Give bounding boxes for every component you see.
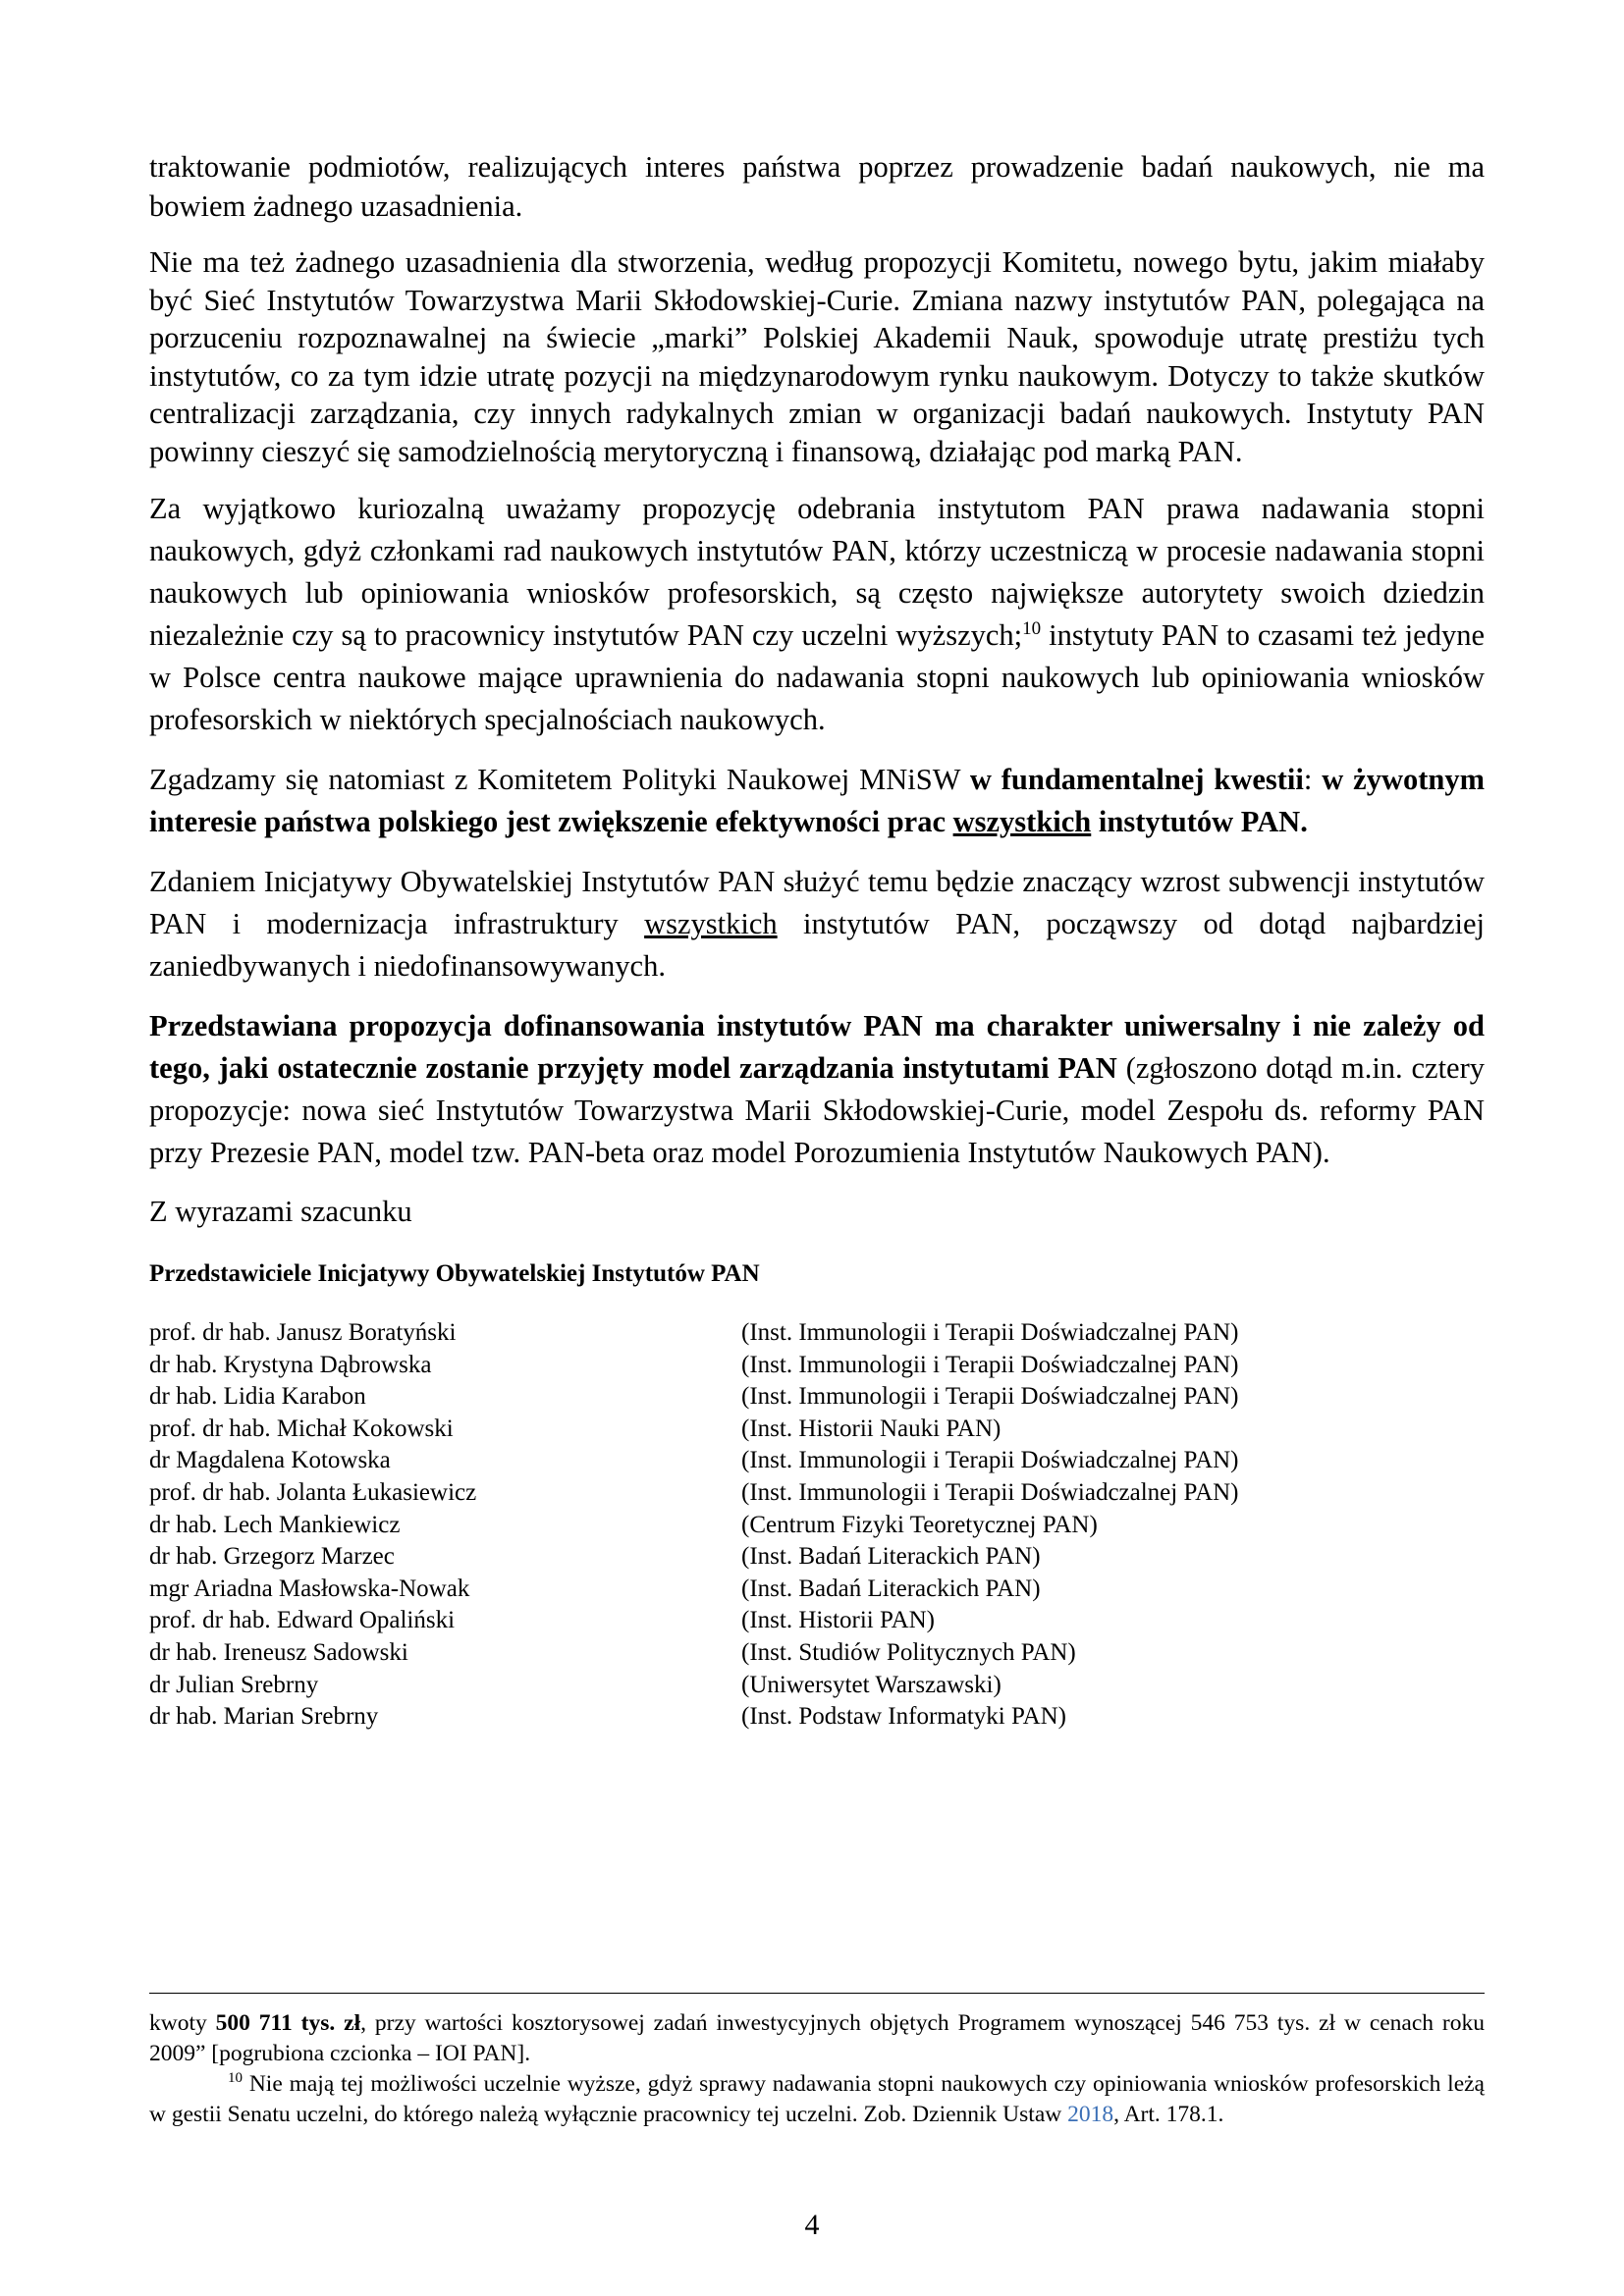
signatory-institute: (Inst. Badań Literackich PAN) bbox=[741, 1575, 1041, 1602]
signatory-row bbox=[149, 1350, 1485, 1382]
signatory-name: mgr Ariadna Masłowska-Nowak bbox=[149, 1575, 470, 1602]
letter-page bbox=[149, 147, 1485, 1734]
paragraph-3-text-a: Za wyjątkowo kuriozalną uważamy propozycję odebrania instytutom PAN prawa nadawania stopni naukowych, gdyż członkami rad naukowych instytutów PAN, którzy uczestniczą w procesie nadawania stopni naukowych lub opiniowania wniosków profesorskich, są często największe autorytety swoich dziedzin niezależnie czy są to pracownicy instytutów PAN czy uczelni wyższych; bbox=[149, 492, 1485, 652]
footnote-ref-10: 10 bbox=[1022, 617, 1042, 639]
signatory-name: dr Magdalena Kotowska bbox=[149, 1447, 391, 1474]
paragraph-1-text: traktowanie podmiotów, realizujących interes państwa poprzez prowadzenie badań naukowych, nie ma bowiem żadnego uzasadnienia. bbox=[149, 150, 1485, 223]
footnote-9-continuation bbox=[149, 2008, 1485, 2069]
signatory-name: dr Julian Srebrny bbox=[149, 1671, 319, 1698]
paragraph-4 bbox=[149, 759, 1485, 843]
paragraph-4-text-a: Zgadzamy się natomiast z Komitetem Polityki Naukowej MNiSW bbox=[149, 763, 970, 796]
signatory-row bbox=[149, 1701, 1485, 1734]
signatory-name: dr hab. Grzegorz Marzec bbox=[149, 1543, 395, 1571]
signatory-name: dr hab. Ireneusz Sadowski bbox=[149, 1638, 408, 1666]
signatory-institute: (Inst. Podstaw Informatyki PAN) bbox=[741, 1703, 1067, 1731]
paragraph-3-text-b: instytuty PAN to czasami też jedyne w Polsce centra naukowe mające uprawnienia do nadawania stopni naukowych lub opiniowania wniosków profesorskich w niektórych specjalnościach naukowych. bbox=[149, 618, 1485, 736]
paragraph-4-bold-a: w fundamentalnej kwestii bbox=[969, 763, 1304, 796]
signatory-name: prof. dr hab. Edward Opaliński bbox=[149, 1607, 456, 1634]
paragraph-4-bold-underlined: wszystkich bbox=[952, 805, 1092, 838]
paragraph-5 bbox=[149, 861, 1485, 988]
closing-salutation: Z wyrazami szacunku bbox=[149, 1195, 412, 1228]
signatory-row bbox=[149, 1541, 1485, 1574]
signatory-row bbox=[149, 1510, 1485, 1542]
paragraph-4-bold-c: instytutów PAN. bbox=[1091, 805, 1308, 838]
paragraph-5-text-b: instytutów PAN, począwszy od dotąd najbardziej zaniedbywanych i niedofinansowywanych. bbox=[149, 907, 1485, 983]
signatory-institute: (Inst. Immunologii i Terapii Doświadczalnej PAN) bbox=[741, 1478, 1239, 1506]
signatory-name: dr hab. Krystyna Dąbrowska bbox=[149, 1351, 432, 1378]
footnote-10-text-a: Nie mają tej możliwości uczelnie wyższe, gdyż sprawy nadawania stopni naukowych czy opiniowania wniosków profesorskich leżą w gestii Senatu uczelni, do którego należą wyłącznie pracownicy tej uczelni. Zob. Dziennik Ustaw bbox=[149, 2071, 1485, 2127]
signatory-name: prof. dr hab. Michał Kokowski bbox=[149, 1415, 454, 1442]
signatory-institute: (Inst. Immunologii i Terapii Doświadczalnej PAN) bbox=[741, 1447, 1239, 1474]
signatory-institute: (Inst. Badań Literackich PAN) bbox=[741, 1543, 1041, 1571]
signatory-institute: (Inst. Historii PAN) bbox=[741, 1607, 936, 1634]
paragraph-2-text: Nie ma też żadnego uzasadnienia dla stworzenia, według propozycji Komitetu, nowego bytu, jakim miałaby być Sieć Instytutów Towarzystwa Marii Skłodowskiej-Curie. Zmiana nazwy instytutów PAN, polegająca na porzuceniu rozpoznawalnej na świecie „marki” Polskiej Akademii Nauk, spowoduje utratę prestiżu tych instytutów, co za tym idzie utratę pozycji na międzynarodowym rynku naukowym. Dotyczy to także skutków centralizacji zarządzania, czy innych radykalnych zmian w organizacji badań naukowych. Instytuty PAN powinny cieszyć się samodzielnością merytoryczną i finansową, działając pod marką PAN. bbox=[149, 245, 1485, 468]
footnote-9-bold: 500 711 tys. zł bbox=[215, 2010, 361, 2036]
signatory-name: prof. dr hab. Jolanta Łukasiewicz bbox=[149, 1478, 477, 1506]
footnote-10-number: 10 bbox=[228, 2070, 243, 2087]
page-number: 4 bbox=[804, 2209, 820, 2241]
signatory-row bbox=[149, 1381, 1485, 1414]
signatory-row bbox=[149, 1670, 1485, 1702]
paragraph-6-text: (zgłoszono dotąd m.in. cztery propozycje: nowa sieć Instytutów Towarzystwa Marii Skłodowskiej-Curie, model Zespołu ds. reformy PAN przy Prezesie PAN, model tzw. PAN-beta oraz model Porozumienia Instytutów Naukowych PAN). bbox=[149, 1051, 1486, 1169]
dziennik-ustaw-link[interactable]: 2018 bbox=[1067, 2102, 1114, 2127]
footnote-10-text-b: , Art. 178.1. bbox=[1113, 2102, 1224, 2127]
paragraph-6-bold: Przedstawiana propozycja dofinansowania instytutów PAN ma charakter uniwersalny i nie zależy od tego, jaki ostatecznie zostanie przyjęty model zarządzania instytutami PAN bbox=[149, 1009, 1485, 1085]
paragraph-5-text-a: Zdaniem Inicjatywy Obywatelskiej Instytutów PAN służyć temu będzie znaczący wzrost subwencji instytutów PAN i modernizacja infrastruktury bbox=[149, 865, 1485, 940]
signatory-institute: (Uniwersytet Warszawski) bbox=[741, 1671, 1001, 1698]
signatory-row bbox=[149, 1317, 1485, 1350]
paragraph-1 bbox=[149, 147, 1485, 226]
signatories-list bbox=[149, 1317, 1485, 1734]
paragraph-4-bold-b: w żywotnym interesie państwa polskiego jest zwiększenie efektywności prac bbox=[149, 763, 1486, 838]
signatory-name: dr hab. Lidia Karabon bbox=[149, 1383, 366, 1411]
signatories-title: Przedstawiciele Inicjatywy Obywatelskiej Instytutów PAN bbox=[149, 1260, 760, 1287]
signatory-institute: (Inst. Studiów Politycznych PAN) bbox=[741, 1638, 1076, 1666]
paragraph-5-underlined: wszystkich bbox=[644, 907, 778, 940]
signatory-institute: (Inst. Immunologii i Terapii Doświadczalnej PAN) bbox=[741, 1319, 1239, 1346]
signatory-name: dr hab. Marian Srebrny bbox=[149, 1703, 379, 1731]
paragraph-4-colon: : bbox=[1303, 763, 1323, 796]
signatory-institute: (Inst. Immunologii i Terapii Doświadczalnej PAN) bbox=[741, 1383, 1239, 1411]
signatory-institute: (Centrum Fizyki Teoretycznej PAN) bbox=[741, 1511, 1098, 1538]
signatory-institute: (Inst. Immunologii i Terapii Doświadczalnej PAN) bbox=[741, 1351, 1239, 1378]
signatory-row bbox=[149, 1574, 1485, 1606]
footnote-10 bbox=[149, 2069, 1485, 2130]
footnote-separator bbox=[149, 1993, 1485, 1994]
signatory-name: prof. dr hab. Janusz Boratyński bbox=[149, 1319, 457, 1346]
footnotes bbox=[149, 2008, 1485, 2130]
signatory-name: dr hab. Lech Mankiewicz bbox=[149, 1511, 401, 1538]
footnote-9-text-a: kwoty bbox=[149, 2010, 216, 2036]
footnote-9-text-b: , przy wartości kosztorysowej zadań inwestycyjnych objętych Programem wynoszącej 546 753 tys. zł w cenach roku 2009” [pogrubiona czcionka – IOI PAN]. bbox=[149, 2010, 1486, 2066]
signatory-row bbox=[149, 1477, 1485, 1510]
signatory-institute: (Inst. Historii Nauki PAN) bbox=[741, 1415, 1001, 1442]
signatory-row bbox=[149, 1414, 1485, 1446]
paragraph-2 bbox=[149, 243, 1485, 470]
signatory-row bbox=[149, 1637, 1485, 1670]
signatory-row bbox=[149, 1605, 1485, 1637]
signatory-row bbox=[149, 1445, 1485, 1477]
paragraph-3 bbox=[149, 488, 1485, 741]
paragraph-6 bbox=[149, 1005, 1485, 1174]
